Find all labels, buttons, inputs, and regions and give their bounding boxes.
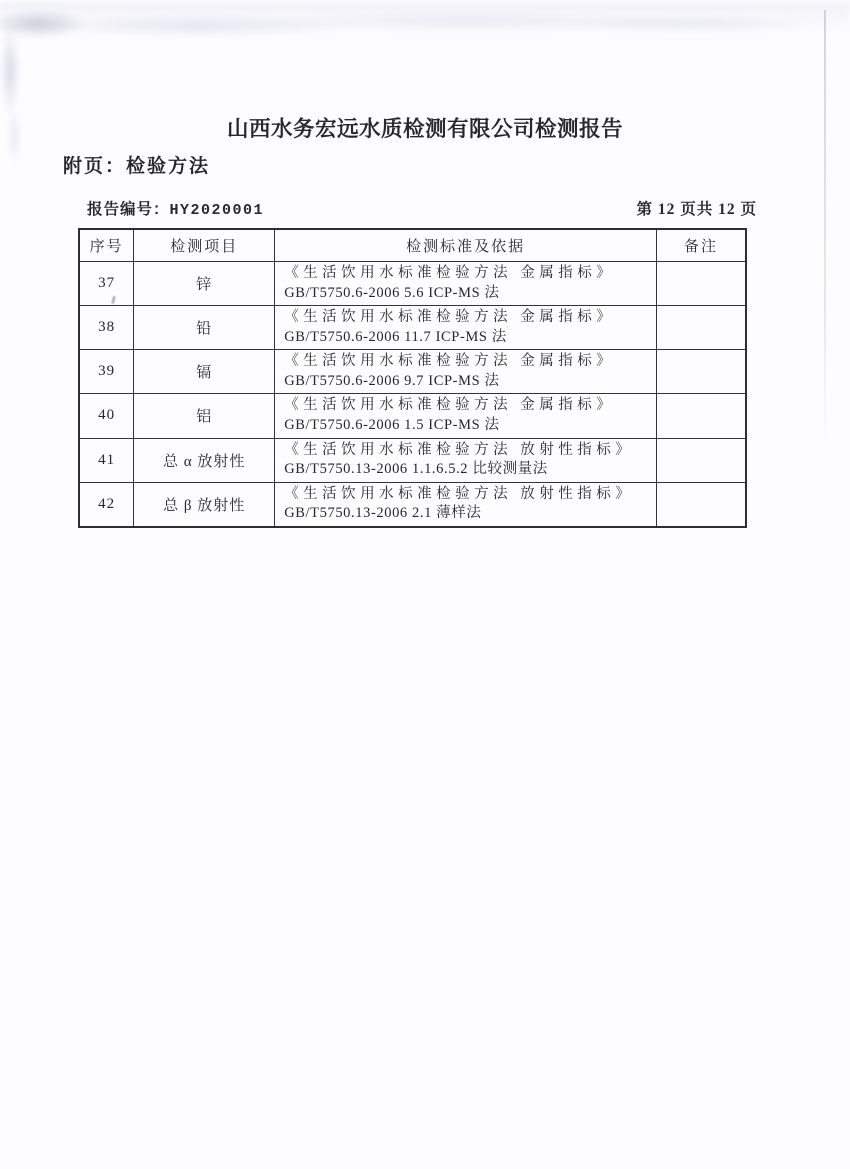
- report-title: 山西水务宏远水质检测有限公司检测报告: [226, 117, 623, 141]
- cell-standard: [275, 394, 657, 438]
- cell-remark: [657, 394, 746, 438]
- standard-name: 《生活饮用水标准检验方法 放射性指标》: [284, 441, 635, 458]
- standard-code: GB/T5750.6-2006 11.7 ICP-MS 法: [284, 328, 507, 345]
- cell-remark: [657, 306, 746, 350]
- appendix-subtitle: 附页：检验方法: [63, 156, 211, 177]
- standard-name: 《生活饮用水标准检验方法 放射性指标》: [284, 485, 635, 502]
- header-standard: 检测标准及依据: [275, 229, 657, 262]
- cell-standard: [275, 262, 657, 306]
- cell-test-item: 总 α 放射性: [134, 438, 275, 482]
- cell-standard: [275, 482, 657, 527]
- cell-remark: [657, 438, 746, 482]
- header-test-item: 检测项目: [134, 229, 275, 262]
- standard-code: GB/T5750.13-2006 2.1 薄样法: [284, 505, 482, 522]
- header-seq-no: 序号: [79, 229, 134, 262]
- table-row: [79, 306, 746, 350]
- standard-code: GB/T5750.6-2006 5.6 ICP-MS 法: [284, 284, 500, 301]
- table-row: [79, 482, 746, 527]
- page-indicator: 第 12 页共 12 页: [636, 201, 757, 218]
- standard-code: GB/T5750.6-2006 1.5 ICP-MS 法: [284, 416, 500, 433]
- cell-seq-no: 39: [79, 350, 134, 394]
- cell-standard: [275, 438, 657, 482]
- cell-test-item: 总 β 放射性: [134, 482, 275, 527]
- cell-standard: [275, 306, 657, 350]
- cell-seq-no: 38: [79, 306, 134, 350]
- header-remark: 备注: [657, 229, 746, 262]
- cell-seq-no: 40: [79, 394, 134, 438]
- scan-edge-line: [824, 10, 826, 448]
- standard-name: 《生活饮用水标准检验方法 金属指标》: [284, 353, 616, 370]
- scan-smudge: [0, 26, 30, 176]
- cell-standard: [275, 350, 657, 394]
- standard-name: 《生活饮用水标准检验方法 金属指标》: [284, 265, 616, 281]
- standard-code: GB/T5750.6-2006 9.7 ICP-MS 法: [284, 372, 500, 389]
- report-number-label: 报告编号：: [87, 201, 170, 218]
- cell-seq-no: 41: [79, 438, 134, 482]
- cell-seq-no: 42: [79, 482, 134, 527]
- report-number: [87, 197, 264, 219]
- meta-row: [0, 197, 850, 219]
- cell-test-item: 锌: [134, 262, 275, 306]
- standard-name: 《生活饮用水标准检验方法 金属指标》: [284, 397, 616, 414]
- table-row: [79, 262, 746, 306]
- cell-seq-no: 37: [79, 262, 134, 306]
- cell-test-item: 铅: [134, 306, 275, 350]
- cell-remark: [657, 262, 746, 306]
- standard-code: GB/T5750.13-2006 1.1.6.5.2 比较测量法: [284, 461, 548, 478]
- cell-remark: [657, 350, 746, 394]
- standard-name: 《生活饮用水标准检验方法 金属指标》: [284, 309, 616, 326]
- cell-test-item: 铝: [134, 394, 275, 438]
- cell-test-item: 镉: [134, 350, 275, 394]
- test-methods-table: [78, 228, 747, 528]
- table-header-row: [79, 229, 746, 262]
- table-row: [79, 350, 746, 394]
- table-row: [79, 394, 746, 438]
- scan-noise-band: [0, 2, 850, 48]
- report-number-value: HY2020001: [169, 202, 265, 219]
- cell-remark: [657, 482, 746, 527]
- table-row: [79, 438, 746, 482]
